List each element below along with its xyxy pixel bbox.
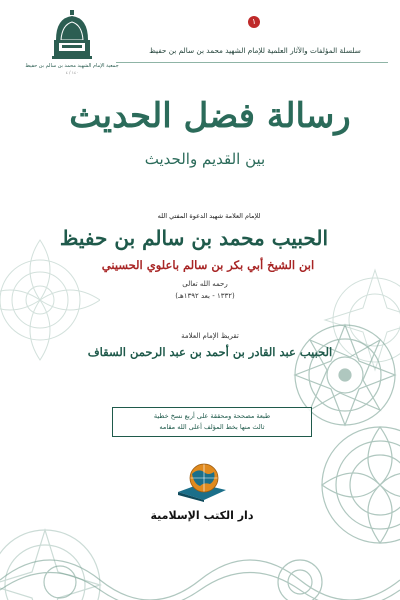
series-number-badge: ١ bbox=[248, 16, 260, 28]
header-divider bbox=[116, 62, 388, 63]
author-years: (١٣٣٢ - بعد ١٣٩٢هـ) bbox=[175, 292, 235, 300]
author-mercy-phrase: رحمه الله تعالى bbox=[182, 280, 228, 288]
ornament-bottom-band bbox=[0, 520, 400, 600]
publisher-series-logo bbox=[25, 10, 119, 86]
edition-note-line: طبعة مصححة ومحققة على أربع نسخ خطية bbox=[153, 412, 271, 420]
author-honorific: للإمام العلامة شهيد الدعوة المفتي الله bbox=[157, 212, 261, 220]
book-subtitle: بين القديم والحديث bbox=[144, 150, 266, 168]
dome-emblem-icon bbox=[50, 10, 94, 62]
publisher-name: دار الكتب الإسلامية bbox=[150, 509, 254, 522]
logo-reference: ١٤٠ / ٤ bbox=[65, 70, 79, 75]
globe-book-logo-icon bbox=[174, 462, 230, 502]
book-title: رسالة فضل الحديث bbox=[69, 96, 351, 136]
edition-note-line: ثالث منها بخط المؤلف أعلى الله مقامه bbox=[159, 423, 265, 431]
edition-note-box bbox=[112, 407, 312, 437]
author-lineage: ابن الشيخ أبي بكر بن سالم باعلوي الحسيني bbox=[101, 258, 315, 272]
series-title: سلسلة المؤلفات والآثار العلمية للإمام الشهيد محمد بن سالم بن حفيظ bbox=[149, 46, 361, 55]
introduction-author: الحبيب عبد القادر بن أحمد بن عبد الرحمن السقاف bbox=[87, 345, 333, 359]
logo-caption: جمعية الإمام الشهيد محمد بن سالم بن حفيظ bbox=[25, 63, 119, 69]
author-name: الحبيب محمد بن سالم بن حفيظ bbox=[59, 226, 328, 250]
introduction-label: تقريظ الإمام العلامة bbox=[181, 332, 239, 340]
